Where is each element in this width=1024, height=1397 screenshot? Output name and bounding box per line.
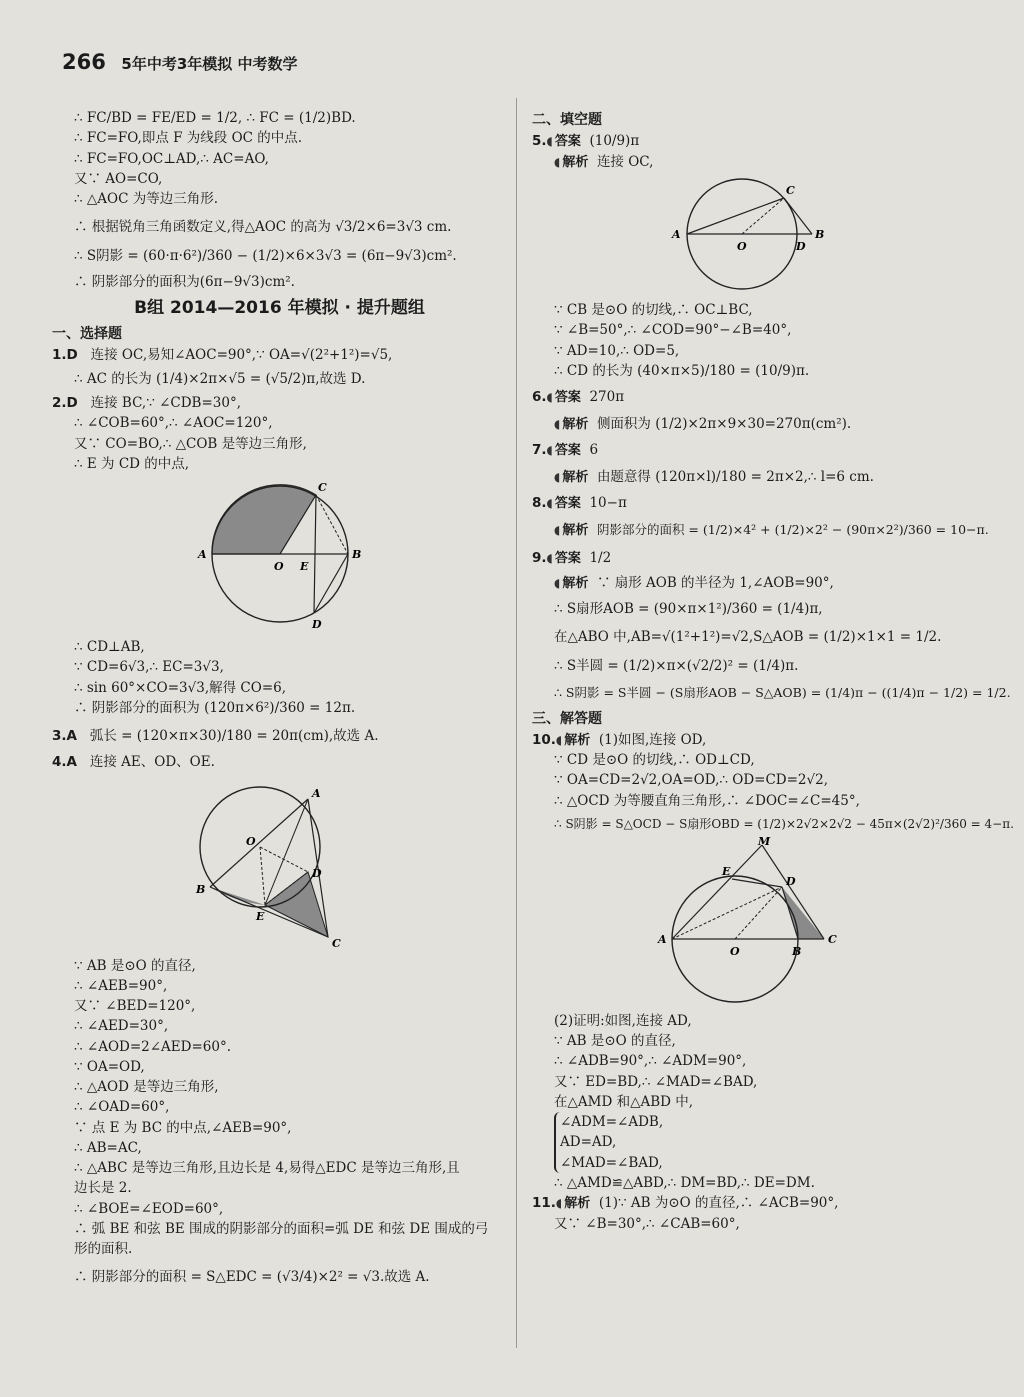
text-line: 侧面积为 (1/2)×2π×9×30=270π(cm²). xyxy=(596,415,852,432)
segment-od xyxy=(260,847,308,872)
book-title: 5年中考3年模拟 中考数学 xyxy=(121,55,298,73)
text-line: ∴ 阴影部分的面积为(6π−9√3)cm². xyxy=(74,273,295,290)
text-line: ∵ ∠B=50°,∴ ∠COD=90°−∠B=40°, xyxy=(554,322,792,339)
shaded-sector xyxy=(211,485,315,554)
tangent-cb xyxy=(784,198,812,234)
label-b: B xyxy=(792,944,802,958)
text-line: 连接 OC,易知∠AOC=90°,∵ OA=√(2²+1²)=√5, xyxy=(90,346,393,363)
question-number: 7. xyxy=(532,442,547,458)
text-line: (2)证明:如图,连接 AD, xyxy=(554,1012,692,1029)
analysis-tag: ◖ 解析 xyxy=(554,155,588,170)
text-line: ∴ △ABC 是等边三角形,且边长是 4,易得△EDC 是等边三角形,且 xyxy=(74,1160,460,1176)
label-e: E xyxy=(255,909,264,923)
text-line: 又∵ ∠B=30°,∴ ∠CAB=60°, xyxy=(554,1215,740,1232)
segment-oe xyxy=(260,847,265,905)
analysis-tag: ◖ 解析 xyxy=(554,576,588,591)
question-number: 9. xyxy=(532,550,547,566)
answer-value: 1/2 xyxy=(589,550,612,566)
text-line: ∴ CD 的长为 (40×π×5)/180 = (10/9)π. xyxy=(554,362,810,379)
figure-q4-circle xyxy=(190,777,370,952)
analysis-tag: ◖ 解析 xyxy=(554,470,588,485)
question-number: 8. xyxy=(532,495,547,511)
text-line: 连接 BC,∵ ∠CDB=30°, xyxy=(90,395,242,411)
text-line: 形的面积. xyxy=(74,1241,133,1257)
text-line: ∴ ∠AED=30°, xyxy=(74,1018,169,1035)
segment-od xyxy=(735,887,782,939)
text-line: ∴ ∠COB=60°,∴ ∠AOC=120°, xyxy=(74,415,273,432)
analysis-tag: ◖ 解析 xyxy=(554,417,588,432)
question-number: 2.D xyxy=(52,395,78,411)
label-a: A xyxy=(672,228,681,241)
section-heading: 一、选择题 xyxy=(52,325,122,342)
text-line: ∴ S阴影 = (60·π·6²)/360 − (1/2)×6×3√3 = (6π−9√3)cm². xyxy=(74,247,457,264)
text-line: 弧长 = (120×π×30)/180 = 20π(cm),故选 A. xyxy=(89,728,379,744)
text-line: ∴ ∠OAD=60°, xyxy=(74,1099,170,1116)
left-column xyxy=(52,108,507,1288)
text-line: ∴ FC=FO,即点 F 为线段 OC 的中点. xyxy=(74,130,303,147)
text-line: 在△ABO 中,AB=√(1²+1²)=√2,S△AOB = (1/2)×1×1 = 1/2. xyxy=(554,629,942,646)
question-number: 10. xyxy=(532,731,556,748)
right-column xyxy=(532,108,1014,1234)
figure-q2-circle xyxy=(180,478,380,633)
text-line: 连接 AE、OD、OE. xyxy=(89,754,215,771)
radius-oc xyxy=(742,198,784,234)
answer-tag: ◖ 答案 xyxy=(547,496,581,511)
section-heading: 二、填空题 xyxy=(532,112,602,128)
label-c: C xyxy=(828,932,837,946)
text-line: ∵ CB 是⊙O 的切线,∴ OC⊥BC, xyxy=(554,302,753,318)
text-line: ∠MAD=∠BAD, xyxy=(560,1154,663,1171)
label-b: B xyxy=(351,548,361,561)
figure-q10-circle xyxy=(652,837,852,1007)
text-line: ∴ AB=AC, xyxy=(74,1139,142,1156)
analysis-tag: ◖ 解析 xyxy=(556,733,590,748)
label-o: O xyxy=(737,240,747,253)
analysis-tag: ◖ 解析 xyxy=(554,523,588,538)
text-line: ∴ 根据锐角三角函数定义,得△AOC 的高为 √3/2×6=3√3 cm. xyxy=(74,219,452,236)
equation-system xyxy=(554,1112,663,1173)
text-line: ∴ S半圆 = (1/2)×π×(√2/2)² = (1/4)π. xyxy=(554,657,799,674)
text-line: 又∵ ED=BD,∴ ∠MAD=∠BAD, xyxy=(554,1073,758,1090)
text-line: ∴ 弧 BE 和弦 BE 围成的阴影部分的面积=弧 DE 和弦 DE 围成的弓 xyxy=(74,1220,489,1237)
label-e: E xyxy=(299,560,308,573)
label-c: C xyxy=(317,481,327,494)
answer-tag: ◖ 答案 xyxy=(547,443,581,458)
text-line: 连接 OC, xyxy=(596,153,654,170)
label-e: E xyxy=(722,864,731,878)
label-o: O xyxy=(273,560,284,573)
text-line: ∴ AC 的长为 (1/4)×2π×√5 = (√5/2)π,故选 D. xyxy=(74,370,366,387)
label-d: D xyxy=(311,618,322,631)
text-line: ∠ADM=∠ADB, xyxy=(560,1114,664,1130)
text-line: 阴影部分的面积 = (1/2)×4² + (1/2)×2² − (90π×2²)/360 = 10−π. xyxy=(596,521,989,537)
section-heading: 三、解答题 xyxy=(532,710,602,727)
label-o: O xyxy=(245,834,256,848)
text-line: ∵ 扇形 AOB 的半径为 1,∠AOB=90°, xyxy=(596,574,834,591)
answer-value: 270π xyxy=(589,389,625,405)
text-line: ∴ △OCD 为等腰直角三角形,∴ ∠DOC=∠C=45°, xyxy=(554,792,860,809)
text-line: ∵ AD=10,∴ OD=5, xyxy=(554,342,680,359)
text-line: ∵ 点 E 为 BC 的中点,∠AEB=90°, xyxy=(74,1119,292,1136)
text-line: ∴ FC=FO,OC⊥AD,∴ AC=AO, xyxy=(74,150,269,167)
label-m: M xyxy=(758,836,771,848)
text-line: (1)如图,连接 OD, xyxy=(598,731,707,748)
label-o: O xyxy=(730,944,740,958)
question-number: 6. xyxy=(532,389,547,405)
column-divider xyxy=(516,98,517,1348)
question-number: 3.A xyxy=(52,728,77,744)
text-line: ∵ OA=CD=2√2,OA=OD,∴ OD=CD=2√2, xyxy=(554,772,828,789)
answer-value: (10/9)π xyxy=(589,133,640,149)
answer-tag: ◖ 答案 xyxy=(547,551,581,566)
text-line: 边长是 2. xyxy=(74,1180,132,1197)
page-header xyxy=(62,50,298,74)
text-line: ∴ △AMD≌△ABD,∴ DM=BD,∴ DE=DM. xyxy=(554,1174,815,1191)
label-c: C xyxy=(786,184,795,197)
question-number: 5. xyxy=(532,133,547,149)
question-number: 11. xyxy=(532,1195,556,1211)
question-number: 4.A xyxy=(52,754,77,771)
label-d: D xyxy=(311,866,322,880)
text-line: ∴ ∠AEB=90°, xyxy=(74,977,168,994)
label-b: B xyxy=(815,228,825,241)
answer-value: 10−π xyxy=(589,495,627,511)
text-line: 又∵ ∠BED=120°, xyxy=(74,998,196,1014)
text-line: ∴ E 为 CD 的中点, xyxy=(74,455,190,472)
segment-bd xyxy=(314,554,348,613)
text-line: ∴ 阴影部分的面积为 (120π×6²)/360 = 12π. xyxy=(74,699,356,716)
text-line: ∵ CD=6√3,∴ EC=3√3, xyxy=(74,659,224,676)
text-line: 由题意得 (120π×l)/180 = 2π×2,∴ l=6 cm. xyxy=(596,468,874,485)
text-line: ∴ △AOC 为等边三角形. xyxy=(74,191,218,207)
question-number: 1.D xyxy=(52,346,78,363)
text-line: 又∵ CO=BO,∴ △COB 是等边三角形, xyxy=(74,435,307,452)
label-a: A xyxy=(311,786,321,800)
text-line: ∵ AB 是⊙O 的直径, xyxy=(74,957,196,974)
text-line: ∴ 阴影部分的面积 = S△EDC = (√3/4)×2² = √3.故选 A. xyxy=(74,1269,430,1286)
diameter-ab xyxy=(210,799,308,887)
line-am xyxy=(672,845,762,939)
text-line: ∴ sin 60°×CO=3√3,解得 CO=6, xyxy=(74,679,287,696)
segment-cb xyxy=(316,495,348,554)
text-line: ∴ ∠ADB=90°,∴ ∠ADM=90°, xyxy=(554,1053,747,1070)
text-line: (1)∵ AB 为⊙O 的直径,∴ ∠ACB=90°, xyxy=(598,1195,839,1211)
shaded-region xyxy=(782,887,824,939)
text-line: AD=AD, xyxy=(560,1134,617,1151)
text-line: ∵ AB 是⊙O 的直径, xyxy=(554,1033,676,1049)
figure-q5-circle xyxy=(662,176,842,296)
answer-tag: ◖ 答案 xyxy=(547,134,581,149)
text-line: ∴ S扇形AOB = (90×π×1²)/360 = (1/4)π, xyxy=(554,601,823,617)
line-mc xyxy=(762,845,824,939)
text-line: ∴ S阴影 = S△OCD − S扇形OBD = (1/2)×2√2×2√2 − 45π×(2√2)²/360 = 4−π. xyxy=(554,816,1014,831)
label-b: B xyxy=(195,882,205,896)
label-a: A xyxy=(197,548,207,561)
label-d: D xyxy=(796,240,806,253)
page-number: 266 xyxy=(62,50,106,74)
text-line: ∴ CD⊥AB, xyxy=(74,639,145,655)
text-line: ∵ OA=OD, xyxy=(74,1058,145,1075)
text-line: ∵ CD 是⊙O 的切线,∴ OD⊥CD, xyxy=(554,752,755,768)
analysis-tag: ◖ 解析 xyxy=(556,1196,590,1211)
answer-value: 6 xyxy=(589,442,599,458)
text-line: 在△AMD 和△ABD 中, xyxy=(554,1093,694,1110)
label-d: D xyxy=(786,874,796,888)
text-line: ∴ ∠BOE=∠EOD=60°, xyxy=(74,1200,224,1217)
group-title: B组 2014—2016 年模拟 · 提升题组 xyxy=(134,298,425,318)
chord-ac xyxy=(687,198,784,234)
text-line: ∴ △AOD 是等边三角形, xyxy=(74,1079,219,1095)
text-line: ∴ ∠AOD=2∠AED=60°. xyxy=(74,1038,232,1055)
label-c: C xyxy=(331,936,341,950)
segment-ad xyxy=(672,887,782,939)
answer-tag: ◖ 答案 xyxy=(547,390,581,405)
text-line: ∴ FC/BD = FE/ED = 1/2, ∴ FC = (1/2)BD. xyxy=(74,110,356,126)
text-line: ∴ S阴影 = S半圆 − (S扇形AOB − S△AOB) = (1/4)π − ((1/4)π − 1/2) = 1/2. xyxy=(554,684,1011,700)
text-line: 又∵ AO=CO, xyxy=(74,170,163,187)
label-a: A xyxy=(658,932,667,946)
